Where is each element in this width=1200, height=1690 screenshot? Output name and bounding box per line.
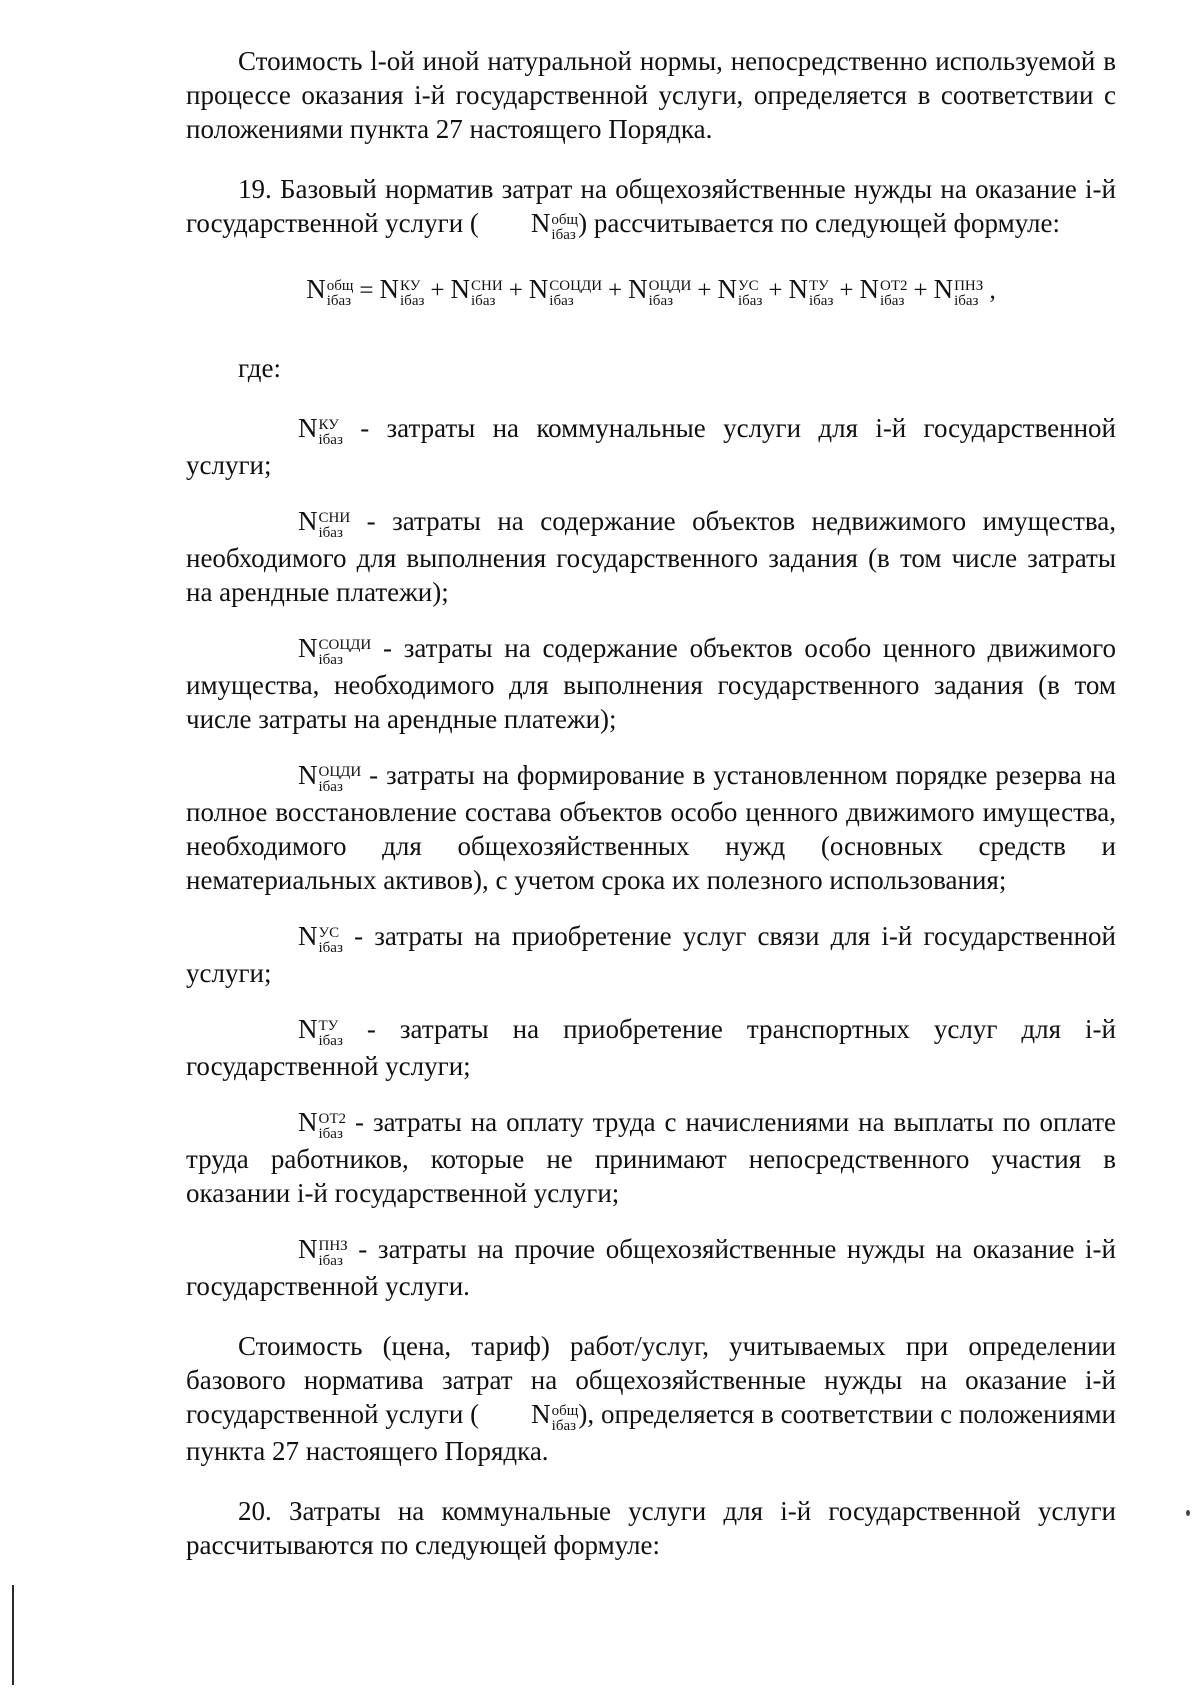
formula-term: N ТУ iбаз xyxy=(788,274,834,309)
definition-symbol: N УС iбаз xyxy=(298,921,343,956)
intro-paragraph: Стоимость l-ой иной натуральной нормы, непосредственно используемой в процессе оказания i-й государственной услуги, определяется в соответствии с положениями пункта 27 настоящего Порядка. xyxy=(186,46,1116,144)
formula-term: N СОЦДИ iбаз xyxy=(528,274,603,309)
definition-symbol: N ОЦДИ iбаз xyxy=(298,760,362,795)
definition-symbol: N ТУ iбаз xyxy=(298,1014,343,1049)
definition-item xyxy=(186,758,1116,897)
formula-term: N ОТ2 iбаз xyxy=(859,274,908,309)
definition-symbol: N ОТ2 iбаз xyxy=(298,1107,346,1142)
formula-lhs-symbol: N общ iбаз xyxy=(306,274,354,309)
formula-plus: + xyxy=(508,277,523,304)
definition-item xyxy=(186,411,1116,482)
definition-text: - затраты на коммунальные услуги для i-й государственной услуги; xyxy=(186,413,1116,480)
general-needs-formula xyxy=(186,269,1116,311)
definition-text: - затраты на приобретение услуг связи для i-й государственной услуги; xyxy=(186,921,1116,988)
cost-text-after: ), определяется в соответствии с положениями пункта 27 настоящего Порядка. xyxy=(186,1399,1116,1466)
definition-item xyxy=(186,504,1116,609)
formula-plus: + xyxy=(697,277,712,304)
cost-text-before: Стоимость (цена, тариф) работ/услуг, учитываемых при определении базового норматива затрат на общехозяйственные нужды на оказание i-й государственной услуги ( xyxy=(186,1331,1116,1429)
definition-text: - затраты на оплату труда с начислениями на выплаты по оплате труда работников, которые не принимают непосредственного участия в оказании i-й государственной услуги; xyxy=(186,1107,1116,1208)
p19-text-after: ) рассчитывается по следующей формуле: xyxy=(578,208,1060,238)
definitions-list xyxy=(186,411,1116,1303)
formula-plus: + xyxy=(608,277,623,304)
formula-plus: + xyxy=(839,277,854,304)
definition-symbol: N СОЦДИ iбаз xyxy=(298,633,372,668)
formula-plus: + xyxy=(768,277,783,304)
definition-symbol: N СНИ iбаз xyxy=(298,506,351,541)
definition-symbol: N ПНЗ iбаз xyxy=(298,1234,348,1269)
formula-term: N ОЦДИ iбаз xyxy=(628,274,692,309)
formula-term: N СНИ iбаз xyxy=(450,274,503,309)
definition-item xyxy=(186,1012,1116,1083)
formula-end: , xyxy=(983,277,996,304)
cost-paragraph xyxy=(186,1329,1116,1468)
formula-term: N ПНЗ iбаз xyxy=(933,274,984,309)
definition-item xyxy=(186,919,1116,990)
p19-text-before: 19. Базовый норматив затрат на общехозяйственные нужды на оказание i-й государственной услуги ( xyxy=(186,174,1116,238)
document-body xyxy=(186,44,1116,1562)
n-general-symbol: N общ iбаз xyxy=(530,208,579,243)
definition-item xyxy=(186,1232,1116,1303)
definition-text: - затраты на содержание объектов недвижимого имущества, необходимого для выполнения государственного задания (в том числе затраты на арендные платежи); xyxy=(186,506,1116,607)
definition-text: - затраты на прочие общехозяйственные нужды на оказание i-й государственной услуги. xyxy=(186,1234,1116,1301)
definition-text: - затраты на формирование в установленном порядке резерва на полное восстановление состава объектов особо ценного движимого имущества, необходимого для общехозяйственных нужд (основных средств и нематериальных активов), с учетом срока их полезного использования; xyxy=(186,760,1116,895)
formula-term: N КУ iбаз xyxy=(379,274,425,309)
scan-margin-line xyxy=(12,1585,14,1685)
scan-speck xyxy=(1186,1510,1190,1516)
formula-equals: = xyxy=(359,277,374,304)
where-label: где: xyxy=(238,353,281,383)
formula-plus: + xyxy=(913,277,928,304)
definition-item xyxy=(186,631,1116,736)
definition-text: - затраты на приобретение транспортных услуг для i-й государственной услуги; xyxy=(186,1014,1116,1081)
paragraph-19 xyxy=(186,172,1116,243)
formula-plus: + xyxy=(430,277,445,304)
definition-item xyxy=(186,1105,1116,1210)
paragraph-20: 20. Затраты на коммунальные услуги для i-й государственной услуги рассчитываются по следующей формуле: xyxy=(186,1496,1116,1560)
n-general-symbol-2: N общ iбаз xyxy=(531,1399,579,1434)
definition-symbol: N КУ iбаз xyxy=(298,413,343,448)
formula-term: N УС iбаз xyxy=(717,274,763,309)
definition-text: - затраты на содержание объектов особо ценного движимого имущества, необходимого для выполнения государственного задания (в том числе затраты на арендные платежи); xyxy=(186,633,1116,734)
